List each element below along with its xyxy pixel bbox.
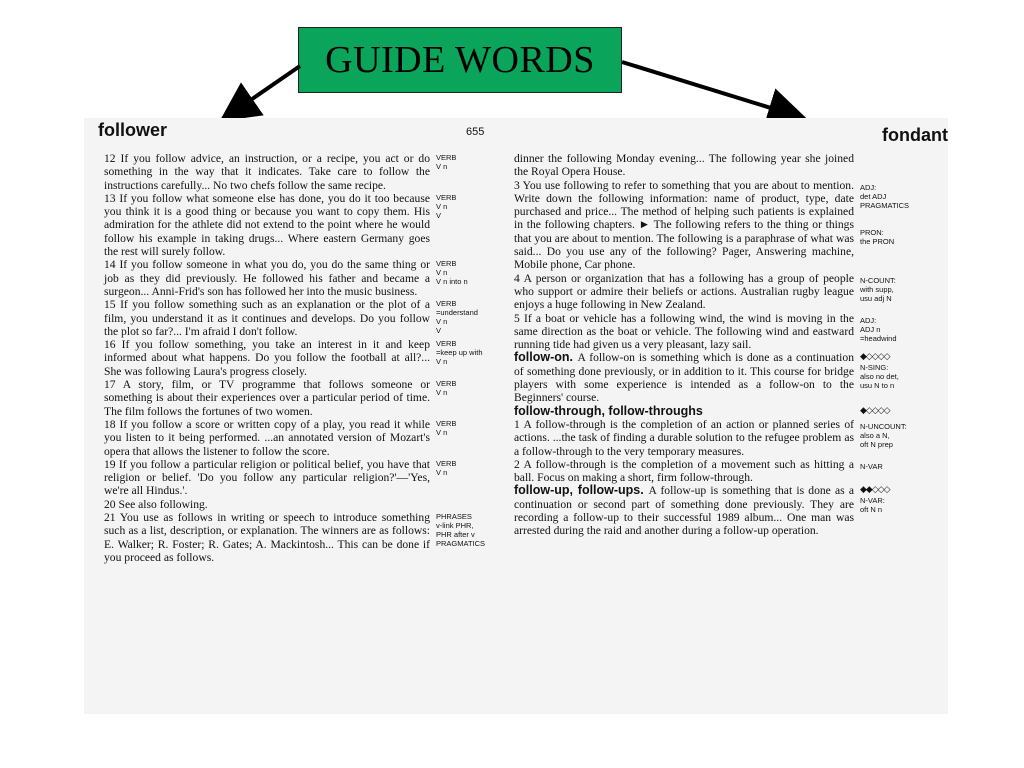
arrow-left [226, 66, 300, 117]
entry-text: 2 A follow-through is the completion of a movement such as hitting a ball. Focus on making a short, firm follow-through. [514, 457, 854, 485]
entry-text: 18 If you follow a score or written copy of a play, you read it while you listen to it being performed. ...an annotated version of Mozart's opera that allows the listener to follow the score. [104, 417, 430, 458]
frequency-diamonds: ◆◇◇◇◇ [860, 404, 890, 415]
dictionary-entry [104, 191, 457, 259]
grammar-note: VERB V n [436, 458, 457, 477]
entry-text: 4 A person or organization that has a following has a group of people who support or admire their beliefs or actions. Australian rugby league enjoys a huge following in New Zealand. [514, 271, 854, 312]
title-text: GUIDE WORDS [325, 39, 595, 81]
entry-text: 1 A follow-through is the completion of an action or planned series of actions. ...the task of finding a durable solution to the refugee problem as a follow-through to the very temporary measures. [514, 417, 854, 458]
entry-text: 13 If you follow what someone else has done, you do it too because you think it is a good thing or because you want to copy them. His admiration for the athlete did not extend to the point where he would follow his example in taking drugs... Where eastern Germany goes the rest will surely follow. [104, 191, 430, 259]
grammar-note: VERB =understand V n V [436, 299, 478, 336]
frequency-diamonds: ◆◆◇◇◇ [860, 484, 890, 495]
entry-text: 5 If a boat or vehicle has a following wind, the wind is moving in the same direction as the boat or vehicle. The following wind and eastward running tide had given us a very pleasant, lazy sail. [514, 311, 854, 352]
headword: follow-through, follow-throughs [514, 403, 703, 418]
grammar-note: ADJ: ADJ n =headwind [860, 315, 897, 343]
grammar-note: N-VAR: oft N n [860, 496, 885, 515]
grammar-note: N-UNCOUNT: also a N, oft N prep [860, 421, 907, 449]
grammar-note: N-VAR [860, 461, 883, 471]
dictionary-entry [514, 483, 890, 538]
dictionary-entry [514, 178, 910, 272]
entry-text: A follow-on is something which is done as a continuation of something done previously, or in addition to it. This course for bridge players with some experience is intended as a follow-on to the Beginners' course. [514, 351, 854, 405]
entry-text: 14 If you follow someone in what you do, you do the same thing or job as they did previously. He followed his father and became a surgeon... Anni-Frid's son has followed her into the music business. [104, 258, 430, 298]
entry-text: 12 If you follow advice, an instruction, or a recipe, you act or do something in the way that it indicates. Take care to follow the instructions carefully... No two chefs follow the same recipe. [104, 152, 430, 192]
dictionary-entry [514, 457, 883, 485]
headword: follow-on. [514, 350, 578, 365]
dictionary-entry [514, 152, 854, 179]
left-column [104, 152, 486, 564]
dictionary-entry [104, 258, 468, 298]
grammar-note: VERB V n [436, 418, 457, 437]
grammar-note: VERB V n [436, 153, 457, 171]
entry-text: dinner the following Monday evening... The following year she joined the Royal Opera House. [514, 152, 854, 179]
guide-word-right: fondant [882, 125, 948, 145]
entry-text: 21 You use as follows in writing or speech to introduce something such as a list, description, or explanation. The winners are as follows: E. Walker; R. Foster; R. Gates; A. Mackintosh... This can be done if you proceed as follows. [104, 511, 430, 564]
headword: follow-up, follow-ups. [514, 483, 649, 498]
entry-text: 19 If you follow a particular religion or political belief, you have that religion or belief. 'Do you follow any particular religion?'—'Yes, we're all Hindus.'. [104, 457, 430, 498]
entry-text: 15 If you follow something such as an explanation or the plot of a film, you understand it as it continues and develops. Do you follow the plot so far?... I'm afraid I don't follow. [104, 298, 430, 338]
grammar-note: VERB V n [436, 379, 457, 398]
frequency-diamonds: ◆◇◇◇◇ [860, 351, 890, 362]
dictionary-entry [514, 271, 896, 312]
entry-text: 16 If you follow something, you take an interest in it and keep informed about what happens. Do you follow the football at all?... She was following Laura's progress closely. [104, 338, 430, 378]
dictionary-entry [104, 511, 486, 564]
entry-text: 17 A story, film, or TV programme that follows someone or something is about their experiences over a particular period of time. The film follows the fortunes of two women. [104, 378, 430, 418]
dictionary-entry [514, 403, 890, 418]
dictionary-entry [104, 298, 478, 338]
page-number: 655 [466, 126, 485, 138]
dictionary-entry [104, 338, 483, 378]
dictionary-entry [104, 498, 430, 511]
grammar-note: ADJ: det ADJ PRAGMATICS PRON: the PRON [860, 182, 910, 246]
entry-text: 3 You use following to refer to something that you are about to mention. Write down the following information: name of product, type, date purchased and price... The method of helping such patients is explained in the following chapters. ► The following refers to the thing or things that you are about to mention. The following is a paraphrase of what was said... Do you use any of the following? Pager, Answering machine, Mobile phone, Car phone. [514, 178, 854, 272]
dictionary-entry [104, 152, 457, 192]
dictionary-entry [104, 417, 457, 458]
dictionary-entry [514, 417, 907, 458]
grammar-note: N-SING: also no det, usu N to n [860, 363, 899, 391]
entry-text: A follow-up is something that is done as a continuation or second part of something done previously. They are recording a follow-up to their successful 1989 album... One man was arrested during the raid and another during a follow-up operation. [514, 484, 855, 538]
arrow-right [622, 62, 800, 117]
dictionary-entry [104, 378, 457, 418]
grammar-note: VERB V n V n into n [436, 259, 468, 287]
right-column [514, 152, 910, 538]
guide-word-left: follower [98, 120, 168, 140]
dictionary-entry [514, 311, 897, 352]
dictionary-entry [104, 457, 457, 498]
grammar-note: PHRASES v-link PHR, PHR after v PRAGMATICS [436, 512, 486, 549]
dictionary-page [84, 118, 948, 714]
grammar-note: VERB V n V [436, 192, 457, 220]
grammar-note: VERB =keep up with V n [436, 339, 483, 367]
grammar-note: N-COUNT: with supp, usu adj N [860, 275, 896, 303]
entry-text: 20 See also following. [104, 497, 208, 511]
dictionary-entry [514, 350, 899, 405]
